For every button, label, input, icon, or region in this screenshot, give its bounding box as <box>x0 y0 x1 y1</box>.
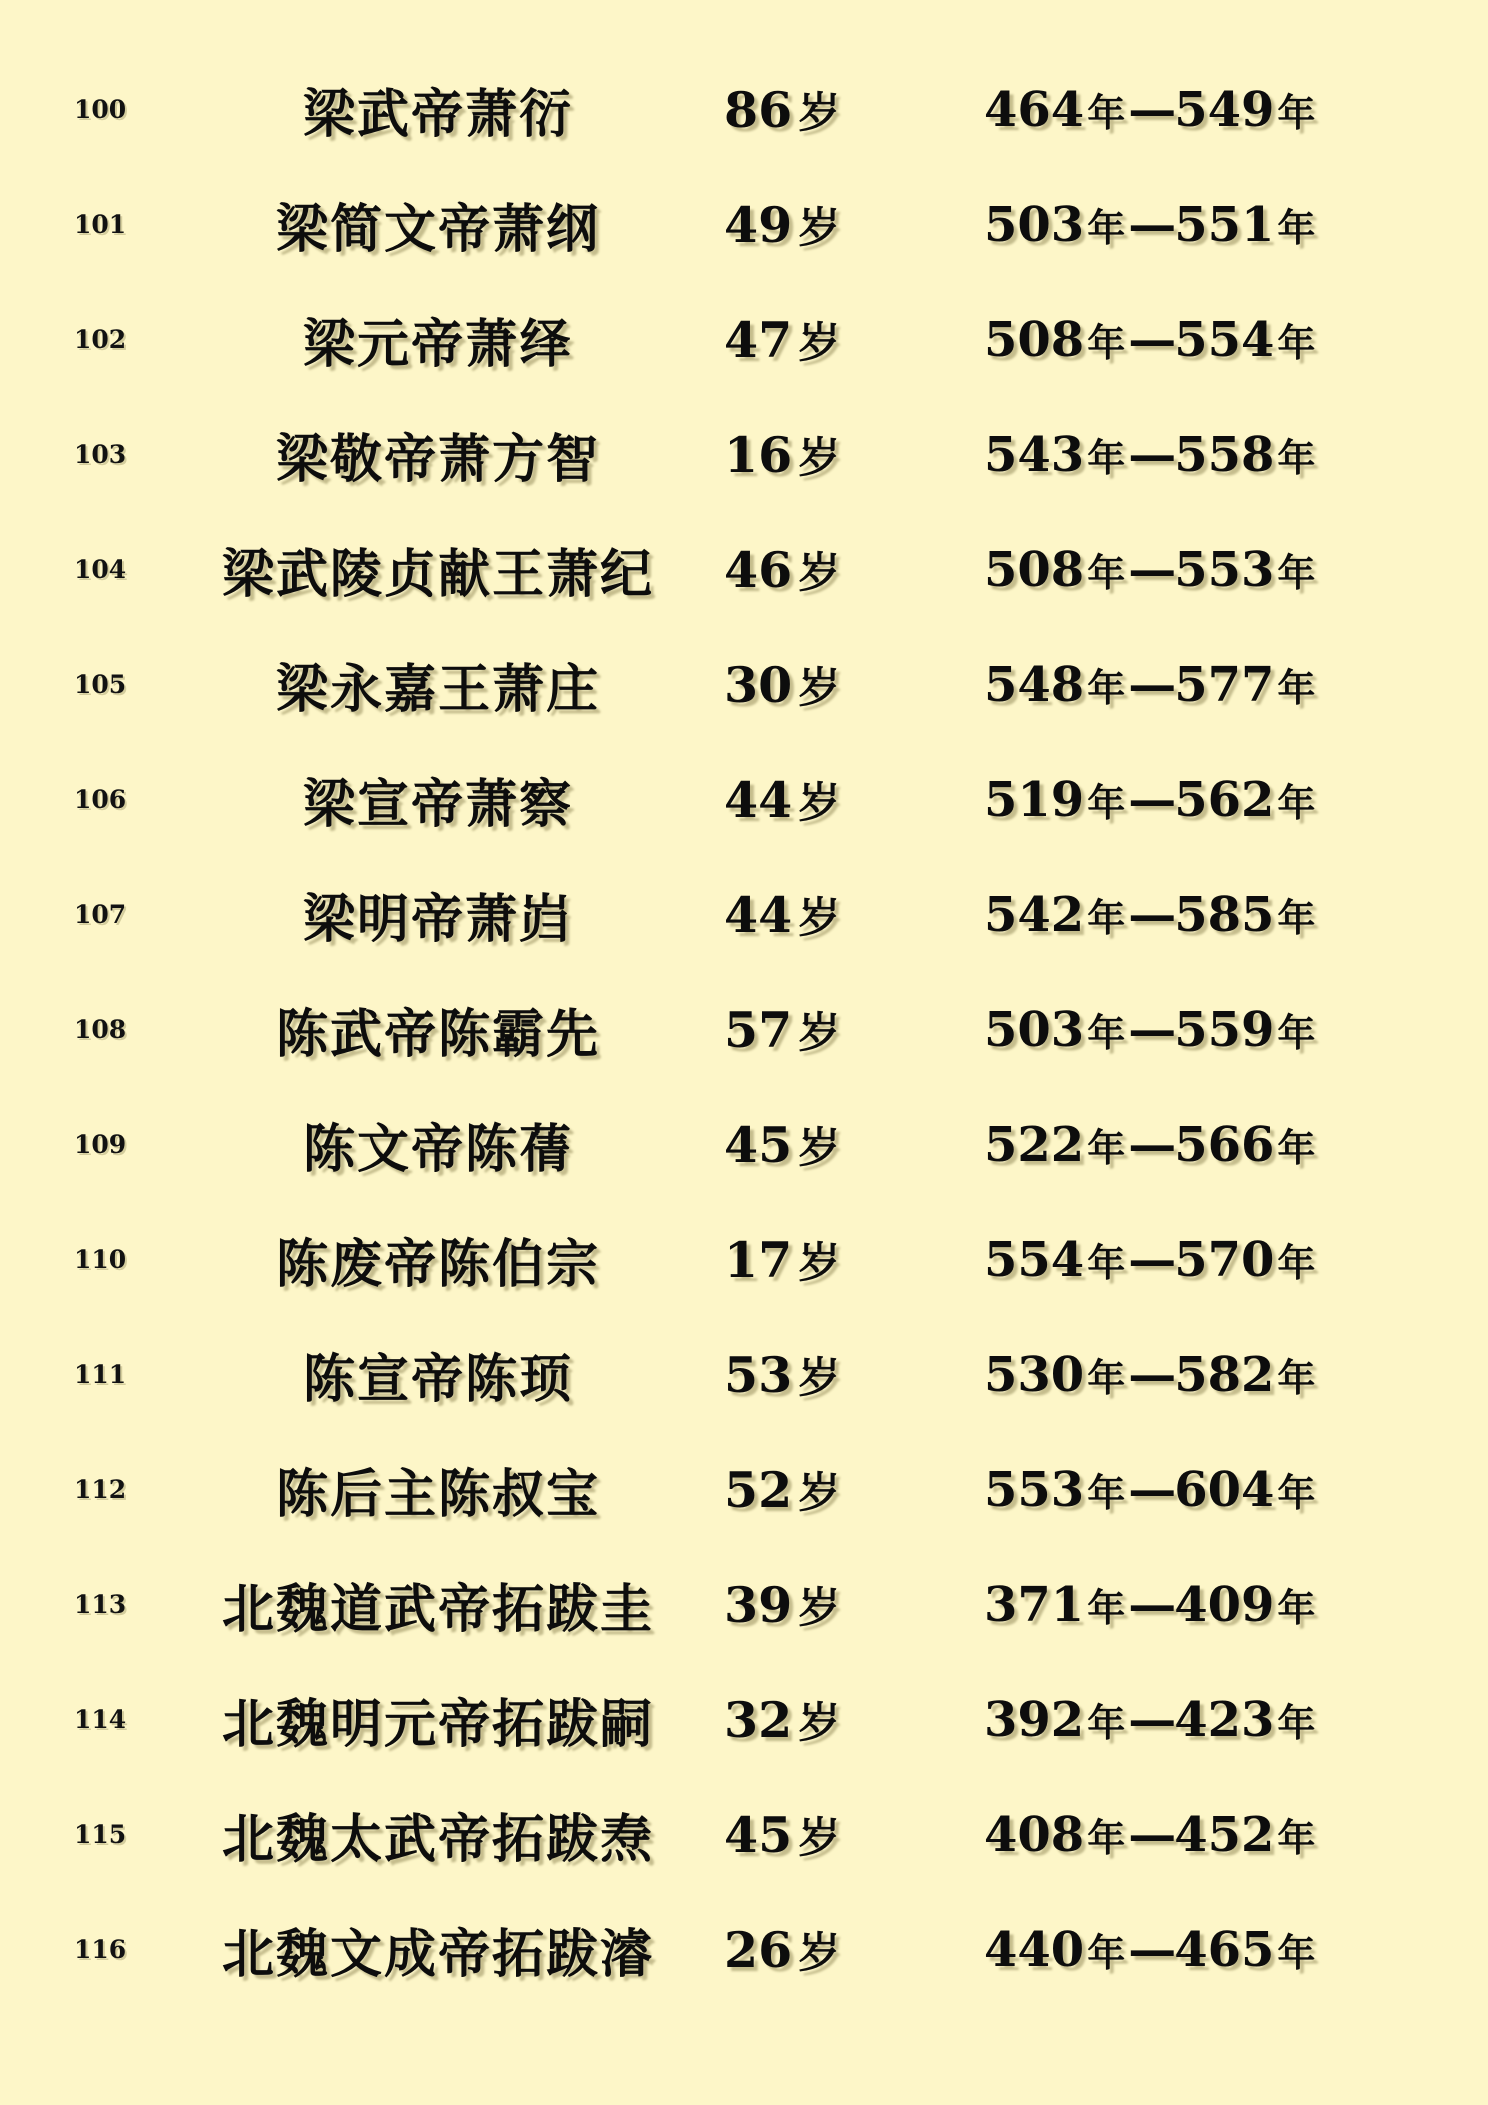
age-unit: 岁 <box>798 777 841 827</box>
range-dash: — <box>1128 1346 1175 1403</box>
lifespan-cell <box>984 1117 1428 1173</box>
age-cell <box>724 655 984 715</box>
death-year: 562 <box>1174 771 1275 828</box>
table-row <box>60 52 1428 167</box>
table-row <box>60 1892 1428 2007</box>
lifespan-cell <box>984 1922 1428 1978</box>
age-cell <box>724 1230 984 1290</box>
table-row <box>60 1317 1428 1432</box>
range-dash: — <box>1128 1921 1175 1978</box>
year-unit: 年 <box>1087 1814 1126 1860</box>
birth-year: 503 <box>984 196 1085 253</box>
age-cell <box>724 885 984 945</box>
row-index: 111 <box>74 1360 127 1389</box>
emperor-name: 陈文帝陈蒨 <box>302 1119 573 1180</box>
death-year: 559 <box>1174 1001 1275 1058</box>
emperor-name: 北魏明元帝拓跋嗣 <box>221 1694 654 1755</box>
lifespan-cell <box>984 1462 1428 1518</box>
age-cell <box>724 1690 984 1750</box>
range-dash: — <box>1128 1576 1175 1633</box>
emperor-table <box>60 52 1428 2007</box>
table-row <box>60 627 1428 742</box>
age-unit: 岁 <box>798 1467 841 1517</box>
age-value: 45 <box>724 1805 793 1864</box>
lifespan-cell <box>984 82 1428 138</box>
emperor-name: 陈废帝陈伯宗 <box>275 1234 600 1295</box>
table-row <box>60 167 1428 282</box>
year-unit: 年 <box>1277 204 1316 250</box>
age-cell <box>724 1000 984 1060</box>
age-value: 30 <box>724 655 793 714</box>
table-row <box>60 512 1428 627</box>
age-cell <box>724 1920 984 1980</box>
birth-year: 440 <box>984 1921 1085 1978</box>
row-index: 102 <box>74 325 127 354</box>
table-row <box>60 397 1428 512</box>
age-cell <box>724 425 984 485</box>
table-row <box>60 972 1428 1087</box>
age-unit: 岁 <box>798 1122 841 1172</box>
birth-year: 508 <box>984 311 1085 368</box>
year-unit: 年 <box>1087 549 1126 595</box>
year-unit: 年 <box>1277 434 1316 480</box>
age-unit: 岁 <box>798 87 841 137</box>
range-dash: — <box>1128 1001 1175 1058</box>
year-unit: 年 <box>1087 319 1126 365</box>
row-index: 103 <box>74 440 127 469</box>
row-index: 110 <box>74 1245 127 1274</box>
birth-year: 371 <box>984 1576 1085 1633</box>
lifespan-cell <box>984 312 1428 368</box>
emperor-name: 梁永嘉王萧庄 <box>275 659 600 720</box>
age-unit: 岁 <box>798 662 841 712</box>
death-year: 558 <box>1174 426 1275 483</box>
lifespan-cell <box>984 887 1428 943</box>
year-unit: 年 <box>1277 1699 1316 1745</box>
birth-year: 553 <box>984 1461 1085 1518</box>
year-unit: 年 <box>1087 1009 1126 1055</box>
age-value: 52 <box>724 1460 793 1519</box>
age-unit: 岁 <box>798 892 841 942</box>
table-row <box>60 1662 1428 1777</box>
emperor-name: 梁明帝萧岿 <box>302 889 573 950</box>
age-unit: 岁 <box>798 1237 841 1287</box>
emperor-name: 梁简文帝萧纲 <box>275 199 600 260</box>
range-dash: — <box>1128 1691 1175 1748</box>
emperor-name: 梁元帝萧绎 <box>302 314 573 375</box>
age-unit: 岁 <box>798 1697 841 1747</box>
year-unit: 年 <box>1277 319 1316 365</box>
year-unit: 年 <box>1087 779 1126 825</box>
range-dash: — <box>1128 541 1175 598</box>
age-value: 45 <box>724 1115 793 1174</box>
death-year: 554 <box>1174 311 1275 368</box>
range-dash: — <box>1128 426 1175 483</box>
range-dash: — <box>1128 1806 1175 1863</box>
age-cell <box>724 1805 984 1865</box>
death-year: 604 <box>1174 1461 1275 1518</box>
table-row <box>60 742 1428 857</box>
age-cell <box>724 770 984 830</box>
age-value: 44 <box>724 770 793 829</box>
age-cell <box>724 310 984 370</box>
lifespan-cell <box>984 542 1428 598</box>
year-unit: 年 <box>1087 204 1126 250</box>
age-cell <box>724 195 984 255</box>
age-cell <box>724 80 984 140</box>
age-unit: 岁 <box>798 1812 841 1862</box>
age-value: 32 <box>724 1690 793 1749</box>
year-unit: 年 <box>1087 1929 1126 1975</box>
year-unit: 年 <box>1277 1929 1316 1975</box>
lifespan-cell <box>984 197 1428 253</box>
lifespan-cell <box>984 657 1428 713</box>
year-unit: 年 <box>1087 434 1126 480</box>
row-index: 114 <box>74 1705 127 1734</box>
year-unit: 年 <box>1277 1124 1316 1170</box>
emperor-name: 北魏道武帝拓跋圭 <box>221 1579 654 1640</box>
year-unit: 年 <box>1277 1814 1316 1860</box>
range-dash: — <box>1128 1231 1175 1288</box>
age-value: 49 <box>724 195 793 254</box>
age-cell <box>724 1575 984 1635</box>
year-unit: 年 <box>1087 1469 1126 1515</box>
row-index: 106 <box>74 785 127 814</box>
year-unit: 年 <box>1087 664 1126 710</box>
birth-year: 554 <box>984 1231 1085 1288</box>
birth-year: 503 <box>984 1001 1085 1058</box>
age-unit: 岁 <box>798 432 841 482</box>
row-index: 105 <box>74 670 127 699</box>
row-index: 107 <box>74 900 127 929</box>
row-index: 108 <box>74 1015 127 1044</box>
age-unit: 岁 <box>798 1927 841 1977</box>
age-unit: 岁 <box>798 1582 841 1632</box>
year-unit: 年 <box>1277 89 1316 135</box>
year-unit: 年 <box>1087 1239 1126 1285</box>
table-row <box>60 282 1428 397</box>
death-year: 409 <box>1174 1576 1275 1633</box>
year-unit: 年 <box>1087 1699 1126 1745</box>
death-year: 452 <box>1174 1806 1275 1863</box>
year-unit: 年 <box>1277 1009 1316 1055</box>
row-index: 109 <box>74 1130 127 1159</box>
birth-year: 408 <box>984 1806 1085 1863</box>
lifespan-cell <box>984 1692 1428 1748</box>
range-dash: — <box>1128 196 1175 253</box>
birth-year: 464 <box>984 81 1085 138</box>
range-dash: — <box>1128 886 1175 943</box>
age-value: 86 <box>724 80 793 139</box>
lifespan-cell <box>984 1002 1428 1058</box>
age-cell <box>724 540 984 600</box>
age-cell <box>724 1345 984 1405</box>
table-row <box>60 1087 1428 1202</box>
age-cell <box>724 1115 984 1175</box>
birth-year: 548 <box>984 656 1085 713</box>
birth-year: 392 <box>984 1691 1085 1748</box>
range-dash: — <box>1128 1461 1175 1518</box>
range-dash: — <box>1128 1116 1175 1173</box>
death-year: 553 <box>1174 541 1275 598</box>
range-dash: — <box>1128 656 1175 713</box>
age-unit: 岁 <box>798 1007 841 1057</box>
year-unit: 年 <box>1087 89 1126 135</box>
birth-year: 530 <box>984 1346 1085 1403</box>
row-index: 101 <box>74 210 127 239</box>
lifespan-cell <box>984 1232 1428 1288</box>
age-value: 26 <box>724 1920 793 1979</box>
year-unit: 年 <box>1277 1354 1316 1400</box>
age-unit: 岁 <box>798 317 841 367</box>
age-value: 57 <box>724 1000 793 1059</box>
birth-year: 543 <box>984 426 1085 483</box>
row-index: 104 <box>74 555 127 584</box>
age-unit: 岁 <box>798 1352 841 1402</box>
range-dash: — <box>1128 771 1175 828</box>
row-index: 116 <box>74 1935 127 1964</box>
age-value: 39 <box>724 1575 793 1634</box>
death-year: 465 <box>1174 1921 1275 1978</box>
birth-year: 519 <box>984 771 1085 828</box>
year-unit: 年 <box>1087 1584 1126 1630</box>
death-year: 551 <box>1174 196 1275 253</box>
emperor-name: 梁敬帝萧方智 <box>275 429 600 490</box>
emperor-name: 北魏太武帝拓跋焘 <box>221 1809 654 1870</box>
birth-year: 542 <box>984 886 1085 943</box>
year-unit: 年 <box>1087 894 1126 940</box>
death-year: 423 <box>1174 1691 1275 1748</box>
row-index: 112 <box>74 1475 127 1504</box>
death-year: 577 <box>1174 656 1275 713</box>
birth-year: 508 <box>984 541 1085 598</box>
lifespan-cell <box>984 772 1428 828</box>
age-cell <box>724 1460 984 1520</box>
death-year: 570 <box>1174 1231 1275 1288</box>
age-unit: 岁 <box>798 202 841 252</box>
emperor-name: 陈宣帝陈顼 <box>302 1349 573 1410</box>
death-year: 582 <box>1174 1346 1275 1403</box>
lifespan-cell <box>984 1347 1428 1403</box>
table-row <box>60 857 1428 972</box>
age-value: 46 <box>724 540 793 599</box>
lifespan-cell <box>984 1577 1428 1633</box>
row-index: 115 <box>74 1820 127 1849</box>
row-index: 113 <box>74 1590 127 1619</box>
death-year: 585 <box>1174 886 1275 943</box>
year-unit: 年 <box>1087 1354 1126 1400</box>
table-row <box>60 1777 1428 1892</box>
row-index: 100 <box>74 95 127 124</box>
year-unit: 年 <box>1277 664 1316 710</box>
year-unit: 年 <box>1277 779 1316 825</box>
year-unit: 年 <box>1277 1239 1316 1285</box>
emperor-name: 梁武帝萧衍 <box>302 84 573 145</box>
range-dash: — <box>1128 311 1175 368</box>
table-row <box>60 1432 1428 1547</box>
lifespan-cell <box>984 427 1428 483</box>
year-unit: 年 <box>1277 894 1316 940</box>
year-unit: 年 <box>1277 549 1316 595</box>
table-row <box>60 1547 1428 1662</box>
year-unit: 年 <box>1277 1584 1316 1630</box>
emperor-name: 北魏文成帝拓跋濬 <box>221 1924 654 1985</box>
year-unit: 年 <box>1277 1469 1316 1515</box>
year-unit: 年 <box>1087 1124 1126 1170</box>
table-row <box>60 1202 1428 1317</box>
age-value: 44 <box>724 885 793 944</box>
age-unit: 岁 <box>798 547 841 597</box>
emperor-name: 梁宣帝萧察 <box>302 774 573 835</box>
death-year: 549 <box>1174 81 1275 138</box>
birth-year: 522 <box>984 1116 1085 1173</box>
age-value: 53 <box>724 1345 793 1404</box>
range-dash: — <box>1128 81 1175 138</box>
age-value: 47 <box>724 310 793 369</box>
death-year: 566 <box>1174 1116 1275 1173</box>
age-value: 16 <box>724 425 793 484</box>
emperor-name: 陈武帝陈霸先 <box>275 1004 600 1065</box>
age-value: 17 <box>724 1230 793 1289</box>
lifespan-cell <box>984 1807 1428 1863</box>
emperor-name: 陈后主陈叔宝 <box>275 1464 600 1525</box>
emperor-name: 梁武陵贞献王萧纪 <box>221 544 654 605</box>
